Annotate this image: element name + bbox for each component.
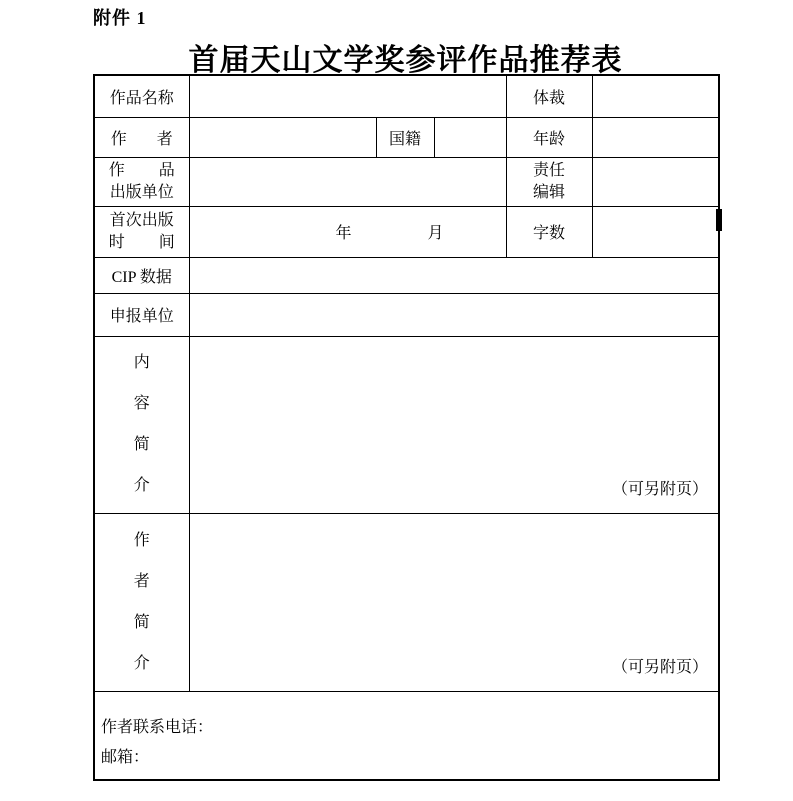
ink-mark — [716, 209, 722, 231]
author-label-char2: 者 — [156, 130, 173, 148]
applicant-field[interactable] — [189, 293, 719, 336]
wordcount-field[interactable] — [592, 206, 719, 257]
phone-label: 作者联系电话： — [101, 719, 214, 737]
genre-label: 体裁 — [506, 75, 592, 117]
contact-field[interactable] — [94, 691, 719, 780]
content-intro-field[interactable] — [189, 336, 719, 513]
author-intro-char1: 作 — [133, 531, 150, 549]
publisher-field[interactable] — [189, 157, 506, 206]
row-cip — [94, 257, 719, 293]
content-intro-char2: 容 — [133, 395, 150, 412]
age-label: 年龄 — [506, 117, 592, 157]
attachment-label: 附件 1 — [93, 8, 147, 28]
row-publisher — [94, 157, 719, 206]
work-name-label: 作品名称 — [94, 75, 189, 117]
editor-label-line2: 编辑 — [533, 183, 566, 201]
editor-label — [506, 157, 592, 206]
applicant-label: 申报单位 — [94, 293, 189, 336]
row-author-intro — [94, 513, 719, 691]
pubdate-label-line2 — [109, 232, 175, 254]
cip-field[interactable] — [189, 257, 719, 293]
publisher-label — [94, 157, 189, 206]
age-field[interactable] — [592, 117, 719, 157]
content-attach-note: （可另附页） — [612, 480, 709, 498]
recommendation-form-table — [93, 74, 720, 781]
nationality-label: 国籍 — [376, 117, 434, 157]
row-work-name — [94, 75, 719, 117]
author-label-text — [111, 126, 173, 149]
content-intro-char4: 介 — [133, 477, 150, 494]
pubdate-label-line1: 首次出版 — [109, 211, 174, 229]
author-intro-label — [94, 513, 189, 691]
publisher-label-char2: 品 — [158, 161, 175, 179]
month-label: 月 — [427, 225, 444, 242]
row-applicant — [94, 293, 719, 336]
pubdate-label — [94, 206, 189, 257]
publisher-label-line2: 出版单位 — [109, 183, 174, 201]
publisher-label-line1 — [109, 160, 175, 182]
author-intro-char3: 简 — [133, 613, 150, 631]
pubdate-field[interactable] — [189, 206, 506, 257]
pubdate-label-char1: 时 — [108, 233, 125, 251]
publisher-label-char1: 作 — [108, 161, 125, 179]
author-label-char1: 作 — [110, 130, 127, 148]
author-label — [94, 117, 189, 157]
email-label: 邮箱： — [101, 749, 150, 767]
content-intro-char3: 简 — [133, 436, 150, 453]
wordcount-label: 字数 — [506, 206, 592, 257]
nationality-field[interactable] — [434, 117, 506, 157]
editor-label-line1: 责任 — [533, 161, 566, 179]
editor-field[interactable] — [592, 157, 719, 206]
row-author — [94, 117, 719, 157]
author-field[interactable] — [189, 117, 376, 157]
row-contact — [94, 691, 719, 780]
page-title: 首届天山文学奖参评作品推荐表 — [188, 44, 623, 77]
cip-label: CIP 数据 — [94, 257, 189, 293]
work-name-field[interactable] — [189, 75, 506, 117]
genre-field[interactable] — [592, 75, 719, 117]
pubdate-label-char2: 间 — [158, 233, 175, 251]
content-intro-label — [94, 336, 189, 513]
year-label: 年 — [335, 225, 352, 242]
author-attach-note: （可另附页） — [612, 658, 709, 676]
row-content-intro — [94, 336, 719, 513]
author-intro-char2: 者 — [133, 572, 150, 590]
row-pubdate — [94, 206, 719, 257]
author-intro-field[interactable] — [189, 513, 719, 691]
author-intro-char4: 介 — [133, 654, 150, 672]
content-intro-char1: 内 — [133, 354, 150, 371]
